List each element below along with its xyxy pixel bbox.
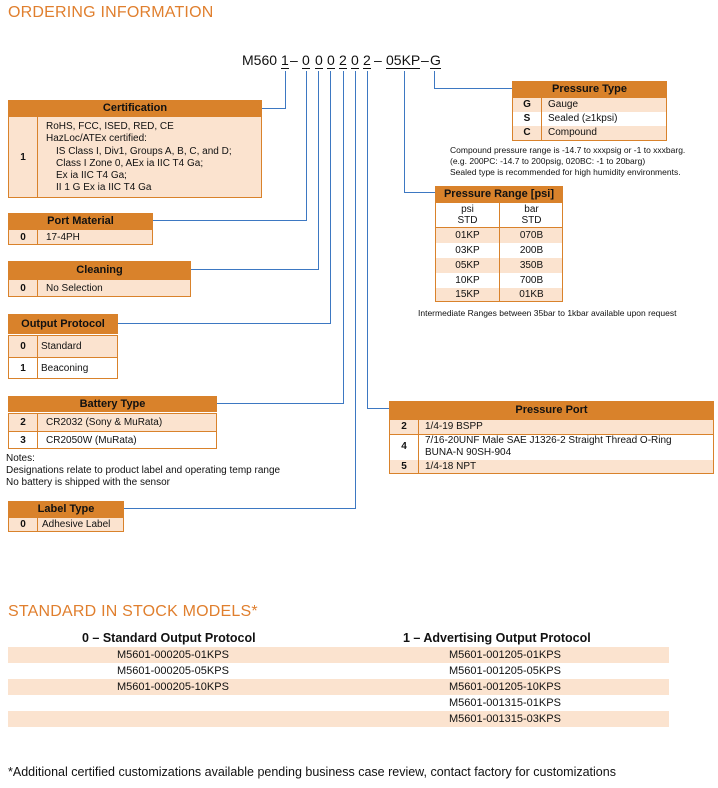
battery-value: CR2050W (MuRata) [46, 435, 137, 446]
stock-model: M5601-000205-05KPS [117, 665, 229, 677]
stock-title: STANDARD IN STOCK MODELS* [8, 603, 258, 620]
pr-col1-head: STD [457, 215, 478, 226]
pn-range: 05KP [386, 52, 421, 68]
pressure-type-notes [450, 145, 685, 178]
pn-battery: 2 [339, 52, 347, 68]
notes [6, 453, 280, 489]
certification-header: Certification [8, 100, 262, 116]
pn-dash1: – [290, 52, 298, 68]
pr-psi: 15KP [455, 289, 480, 300]
port-value: 1/4-18 NPT [425, 461, 477, 472]
output-code: 0 [20, 341, 26, 352]
label-type-header: Label Type [8, 501, 124, 517]
output-protocol-header: Output Protocol [8, 314, 118, 334]
pr-bar: 01KB [519, 289, 544, 300]
pn-port-material: 0 [302, 52, 310, 68]
pr-psi: 03KP [455, 245, 480, 256]
footer-note: *Additional certified customizations available pending business case review, contact factory for customizations [8, 765, 616, 779]
port-value: 7/16-20UNF Male SAE J1326-2 Straight Thread O-Ring [425, 435, 672, 446]
pr-col2-head: bar [524, 204, 539, 215]
cleaning-code: 0 [20, 283, 26, 294]
stock-model: M5601-000205-01KPS [117, 649, 229, 661]
pn-prefix: M560 [242, 52, 278, 68]
battery-type-header: Battery Type [8, 396, 217, 412]
stock-col2-header: 1 – Advertising Output Protocol [403, 631, 591, 645]
pressure-range-body [435, 202, 563, 302]
port-material-value: 17-4PH [46, 232, 80, 243]
pn-cleaning: 0 [315, 52, 323, 68]
pressure-type-code: C [523, 127, 531, 138]
certification-body [8, 116, 262, 198]
label-type-value: Adhesive Label [42, 519, 111, 530]
label-type-code: 0 [20, 519, 26, 530]
stock-model: M5601-000205-10KPS [117, 681, 229, 693]
cert-line: Class I Zone 0, AEx ia IIC T4 Ga; [56, 157, 204, 169]
pressure-type-body [512, 97, 667, 141]
stock-model: M5601-001205-05KPS [449, 665, 561, 677]
port-code: 5 [401, 461, 407, 472]
pt-note: (e.g. 200PC: -14.7 to 200psig, 020BC: -1 to 20barg) [450, 156, 646, 166]
ordering-title: ORDERING INFORMATION [8, 4, 214, 21]
pressure-type-value: Sealed (≥1kpsi) [548, 113, 618, 124]
pn-label: 0 [351, 52, 359, 68]
cleaning-value: No Selection [46, 283, 103, 294]
pressure-type-code: S [523, 113, 531, 124]
pressure-port-header: Pressure Port [389, 401, 714, 419]
stock-model: M5601-001205-10KPS [449, 681, 561, 693]
pr-bar: 200B [519, 245, 544, 256]
pr-psi: 10KP [455, 275, 480, 286]
pr-col2-head: STD [521, 215, 542, 226]
pt-note: Sealed type is recommended for high humidity environments. [450, 167, 681, 177]
certification-code: 1 [20, 152, 26, 163]
note-line: Designations relate to product label and operating temp range [6, 465, 281, 476]
pr-psi: 01KP [455, 230, 480, 241]
cleaning-row [8, 279, 191, 297]
stock-model: M5601-001205-01KPS [449, 649, 561, 661]
battery-code: 3 [20, 435, 26, 446]
pr-bar: 350B [519, 260, 544, 271]
pressure-type-value: Compound [548, 127, 597, 138]
pt-note: Compound pressure range is -14.7 to xxxpsig or -1 to xxxbarg. [450, 145, 686, 155]
cert-line: RoHS, FCC, ISED, RED, CE [46, 121, 174, 132]
port-material-header: Port Material [8, 213, 153, 229]
pressure-range-note: Intermediate Ranges between 35bar to 1kbar available upon request [418, 308, 677, 318]
port-material-row [8, 229, 153, 245]
output-value: Beaconing [41, 363, 89, 374]
note-line: Notes: [6, 453, 35, 464]
cert-line: Ex ia IIC T4 Ga; [56, 170, 127, 182]
output-value: Standard [41, 341, 82, 352]
pr-psi: 05KP [455, 260, 480, 271]
pressure-type-code: G [523, 99, 531, 110]
pressure-range-header: Pressure Range [psi] [435, 186, 563, 202]
pr-bar: 700B [519, 275, 544, 286]
pr-col1-head: psi [461, 204, 474, 215]
pn-dash3: – [421, 52, 429, 68]
stock-model: M5601-001315-03KPS [449, 713, 561, 725]
pn-dash2: – [374, 52, 382, 68]
cleaning-header: Cleaning [8, 261, 191, 279]
battery-code: 2 [20, 417, 26, 428]
port-code: 2 [401, 421, 407, 432]
stock-model: M5601-001315-01KPS [449, 697, 561, 709]
port-code: 4 [401, 441, 407, 452]
pn-type: G [430, 52, 441, 68]
label-type-row [8, 517, 124, 532]
pressure-port-body [389, 419, 714, 474]
cert-line: II 1 G Ex ia IIC T4 Ga [56, 182, 152, 194]
port-material-code: 0 [20, 232, 26, 243]
pn-output: 0 [327, 52, 335, 68]
pn-cert: 1 [281, 52, 289, 68]
output-protocol-body [8, 335, 118, 379]
battery-type-body [8, 413, 217, 449]
cert-line: IS Class I, Div1, Groups A, B, C, and D; [56, 145, 232, 157]
port-value: 1/4-19 BSPP [425, 421, 483, 432]
note-line: No battery is shipped with the sensor [6, 477, 170, 488]
stock-col1-header: 0 – Standard Output Protocol [82, 631, 256, 645]
pr-bar: 070B [519, 230, 544, 241]
pn-port: 2 [363, 52, 371, 68]
battery-value: CR2032 (Sony & MuRata) [46, 417, 163, 428]
output-code: 1 [20, 363, 26, 374]
cert-line: HazLoc/ATEx certified: [46, 133, 147, 145]
port-value: BUNA-N 90SH-904 [425, 447, 512, 458]
pressure-type-value: Gauge [548, 99, 579, 110]
pressure-type-header: Pressure Type [512, 81, 667, 97]
